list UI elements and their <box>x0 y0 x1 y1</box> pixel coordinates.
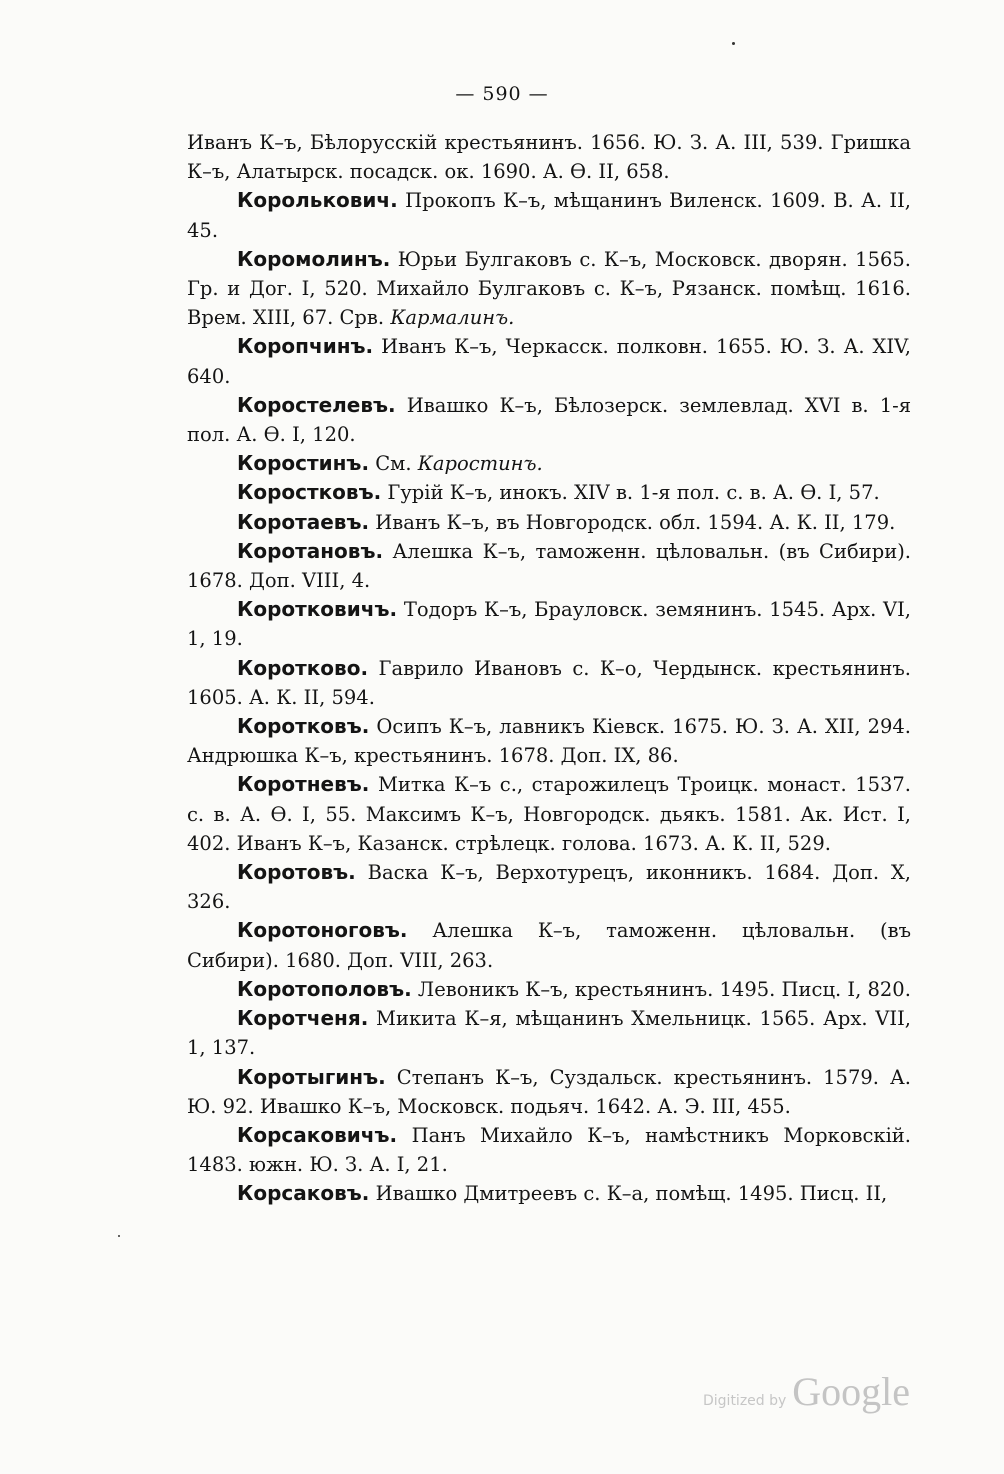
entry-body: Васка К–ъ, Верхотурецъ, иконникъ. 1684. Доп. X, 326. <box>187 861 912 914</box>
entry-headword: Коротановъ. <box>237 538 384 563</box>
entry-body: Иванъ К–ъ, въ Новгородск. обл. 1594. А. К. II, 179. <box>375 510 896 534</box>
entry-headword: Королькович. <box>237 188 398 213</box>
entry <box>187 332 911 390</box>
entry-headword: Коростковъ. <box>237 480 382 505</box>
entry <box>187 916 911 974</box>
entry-headword: Корсаковичъ. <box>237 1122 398 1147</box>
google-watermark <box>703 1368 910 1415</box>
entry-headword: Коротково. <box>237 655 369 680</box>
entry <box>187 245 911 333</box>
page-number: — 590 — <box>455 83 549 105</box>
entry-headword: Коротаевъ. <box>237 509 370 534</box>
entry-headword: Коротоноговъ. <box>237 918 408 943</box>
entry-body: Ивашко К–ъ, Бѣлозерск. землевлад. XVI в. 1-я пол. А. Ѳ. I, 120. <box>187 393 911 447</box>
entry-body: Митка К–ъ с., старожилецъ Троицк. монаст. 1537. с. в. А. Ѳ. I, 55. Максимъ К–ъ, Новгородск. дьякъ. 1581. Ак. Ист. I, 402. Иванъ К–ъ, Казанск. стрѣлецк. голова. 1673. А. К. II, 529. <box>187 773 911 855</box>
entry <box>187 1004 911 1062</box>
entry <box>187 391 911 449</box>
entry <box>187 449 911 478</box>
entry <box>187 478 911 507</box>
entry-headword: Коротковичъ. <box>237 597 398 622</box>
entry-headword: Коротовъ. <box>237 860 356 885</box>
entry <box>187 1121 911 1179</box>
entry-body: Степанъ К–ъ, Суздальск. крестьянинъ. 1579. А. Ю. 92. Ивашко К–ъ, Московск. подьяч. 1642. А. Э. III, 455. <box>187 1065 911 1118</box>
entry-body: Панъ Михайло К–ъ, намѣстникъ Морковскій. 1483. южн. Ю. З. А. I, 21. <box>187 1123 912 1177</box>
entry-body: Юрьи Булгаковъ с. К–ъ, Московск. дворян. 1565. Гр. и Дог. I, 520. Михайло Булгаковъ с. К–ъ, Рязанск. помѣщ. 1616. Врем. XIII, 67. Срв. <box>187 247 911 330</box>
entry-body: Левоникъ К–ъ, крестьянинъ. 1495. Писц. I, 820. <box>417 977 911 1001</box>
entry-continuation <box>187 128 911 186</box>
entry <box>187 654 911 712</box>
google-logo: Google <box>792 1369 911 1414</box>
entry-headword: Коротченя. <box>237 1006 369 1031</box>
entry-body: Алешка К–ъ, таможенн. цѣловальн. (въ Сибири). 1680. Доп. VIII, 263. <box>187 919 912 972</box>
entry-body: Иванъ К–ъ, Черкасск. полковн. 1655. Ю. З. А. XIV, 640. <box>187 335 911 388</box>
entry <box>187 1063 911 1121</box>
entry-headword: Корсаковъ. <box>237 1181 370 1206</box>
entry <box>187 508 911 537</box>
entry-body: Гаврило Ивановъ с. К–о, Чердынск. крестьянинъ. 1605. А. К. II, 594. <box>187 656 912 709</box>
entry-headword: Коростинъ. <box>237 451 370 476</box>
entry <box>187 595 911 653</box>
entry-headword: Коротневъ. <box>237 772 370 797</box>
entry-headword: Коротковъ. <box>237 714 370 739</box>
entry-headword: Коростелевъ. <box>237 392 396 417</box>
entry <box>187 186 911 244</box>
scan-speck <box>732 42 735 45</box>
entry-body: Микита К–я, мѣщанинъ Хмельницк. 1565. Арх. VII, 1, 137. <box>187 1007 911 1060</box>
entry-body: Алешка К–ъ, таможенн. цѣловальн. (въ Сибири). 1678. Доп. VIII, 4. <box>187 539 911 593</box>
entry <box>187 1179 911 1208</box>
entry <box>187 858 911 916</box>
entry-headword: Коротыгинъ. <box>237 1064 386 1089</box>
entry-body: Ивашко Дмитреевъ с. К–а, помѣщ. 1495. Писц. II, <box>375 1182 888 1206</box>
entry-headword: Коромолинъ. <box>237 246 391 271</box>
watermark-prefix: Digitized by <box>703 1393 787 1409</box>
entry-body: Иванъ К–ъ, Бѣлорусскій крестьянинъ. 1656. Ю. З. А. III, 539. Гришка К–ъ, Алатырск. посадск. ок. 1690. А. Ѳ. II, 658. <box>187 131 911 184</box>
cross-reference: Каростинъ. <box>417 452 543 476</box>
entry-body: Прокопъ К–ъ, мѣщанинъ Виленск. 1609. В. А. II, 45. <box>187 189 911 242</box>
entry-headword: Коротополовъ. <box>237 976 412 1001</box>
entry <box>187 975 911 1004</box>
entry-body: Осипъ К–ъ, лавникъ Кіевск. 1675. Ю. З. А. XII, 294. Андрюшка К–ъ, крестьянинъ. 1678. Доп. IX, 86. <box>187 715 911 768</box>
entry-headword: Коропчинъ. <box>237 334 374 359</box>
entry-body: Тодоръ К–ъ, Брауловск. земянинъ. 1545. Арх. VI, 1, 19. <box>187 598 912 651</box>
entry-body: Гурій К–ъ, инокъ. XIV в. 1-я пол. с. в. А. Ѳ. I, 57. <box>387 481 880 505</box>
entry <box>187 712 911 770</box>
entry <box>187 537 911 595</box>
cross-reference: Кармалинъ. <box>390 306 515 330</box>
entry <box>187 770 911 858</box>
dictionary-text <box>187 128 911 1209</box>
scan-speck <box>118 1235 120 1237</box>
entry-body: См. <box>375 452 412 476</box>
